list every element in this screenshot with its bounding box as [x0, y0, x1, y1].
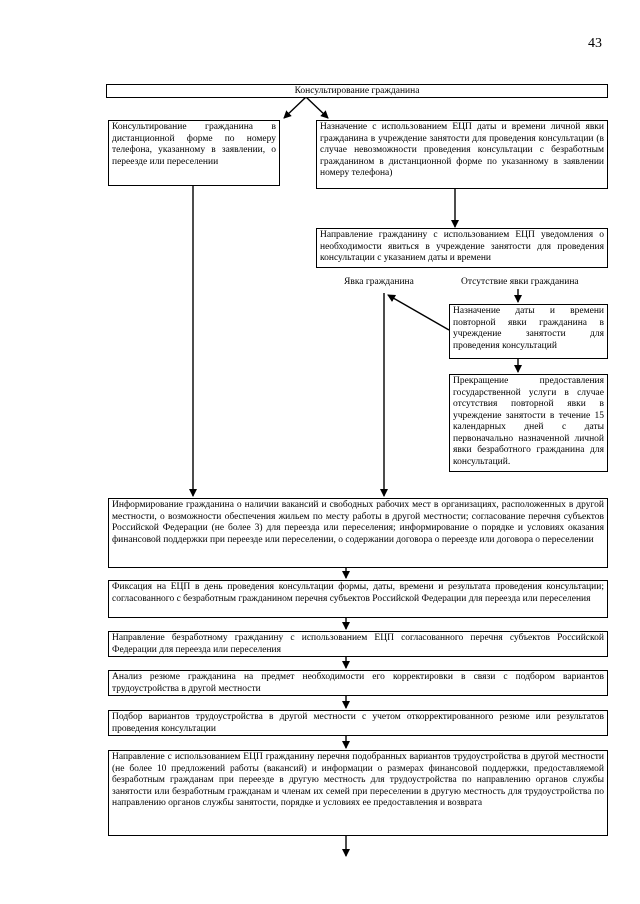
node-send-list: Направление безработному гражданину с использованием ЕЦП согласованного перечня субъектов Российской Федерации для переезда или переселения — [108, 631, 608, 657]
node-appointment: Назначение с использованием ЕЦП даты и времени личной явки гражданина в учреждение занятости для проведения консультации (в случае невозможности проведения консультации с безработным гражданином в дистанционной форме по указанному в заявлении номеру телефона) — [316, 120, 608, 189]
node-consulting: Консультирование гражданина — [106, 84, 608, 98]
node-notification: Направление гражданину с использованием ЕЦП уведомления о необходимости явиться в учреждение занятости для проведения консультации с указанием даты и времени — [316, 228, 608, 268]
node-send-offers: Направление с использованием ЕЦП гражданину перечня подобранных вариантов трудоустройства в другой местности (не более 10 предложений работы (вакансий) и информации о размерах финансовой поддержки, предоставляемой безработным гражданам при переезде в другую местность для трудоустройства по направлению органов службы занятости или безработным гражданам и членам их семей при переселении в другую местность для трудоустройства по направлению органов службы занятости, порядке и условиях ее предоставления и возврата — [108, 750, 608, 836]
label-absence: Отсутствие явки гражданина — [461, 277, 579, 287]
label-appearance: Явка гражданина — [344, 277, 414, 287]
node-resume-analysis: Анализ резюме гражданина на предмет необходимости его корректировки в связи с подбором вариантов трудоустройства в другой местности — [108, 670, 608, 696]
arrow-top-to-right — [306, 97, 328, 118]
node-informing: Информирование гражданина о наличии вакансий и свободных рабочих мест в организациях, расположенных в другой местности, о возможности обеспечения жильем по месту работы в другой местности; согласование перечня субъектов Российской Федерации (не более 3) для переезда или переселения; информирование о порядке и условиях оказания финансовой поддержки при переезде или переселении, о содержании договора о переезде или договора о переселении — [108, 498, 608, 568]
node-remote-consulting: Консультирование гражданина в дистанционной форме по номеру телефона, указанному в заявлении, о переезде или переселении — [108, 120, 280, 186]
node-repeat-appointment: Назначение даты и времени повторной явки гражданина в учреждение занятости для проведения консультаций — [449, 304, 608, 359]
arrow-top-to-left — [284, 97, 306, 118]
node-fixation: Фиксация на ЕЦП в день проведения консультации формы, даты, времени и результата проведения консультации; согласованного с безработным гражданином перечня субъектов Российской Федерации для переезда или переселения — [108, 580, 608, 618]
page-number: 43 — [588, 36, 602, 51]
arrow-repeat-to-appearance — [388, 295, 449, 330]
node-termination: Прекращение предоставления государственной услуги в случае отсутствия повторной явки в учреждение занятости в течение 15 календарных дней с даты первоначально назначенной личной явки безработного гражданина для консультаций. — [449, 374, 608, 472]
node-selection: Подбор вариантов трудоустройства в другой местности с учетом откорректированного резюме или результатов проведения консультации — [108, 710, 608, 736]
